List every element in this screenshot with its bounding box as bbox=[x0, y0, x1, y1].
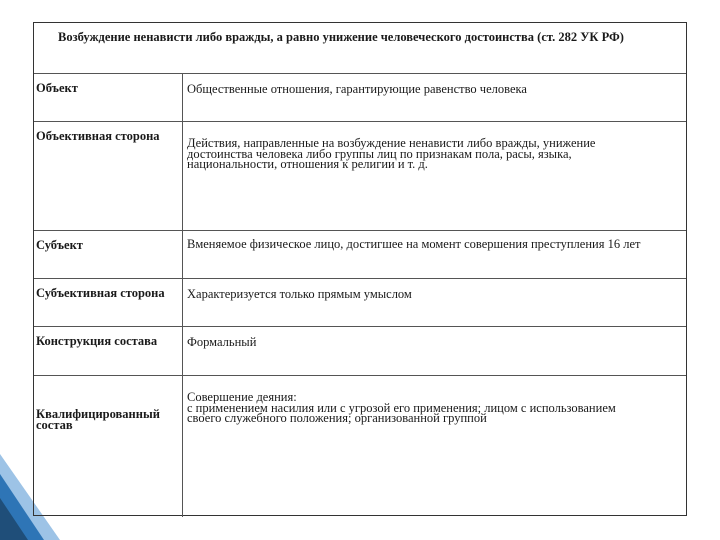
offense-table bbox=[33, 22, 687, 516]
row-value: Формальный bbox=[182, 327, 686, 375]
row-value-line: своего служебного положения; организованной группой bbox=[187, 411, 487, 425]
row-value: Характеризуется только прямым умыслом bbox=[182, 279, 686, 326]
row-value bbox=[182, 376, 686, 517]
row-value-line: национальности, отношения к религии и т. д. bbox=[187, 157, 428, 171]
table-row-subjective-side bbox=[34, 279, 686, 327]
row-value-line: с применением насилия или с угрозой его применения; лицом с использованием bbox=[187, 400, 616, 415]
row-value-line: Совершение деяния: bbox=[187, 390, 297, 404]
table-row-objective-side bbox=[34, 122, 686, 231]
row-label: Объективная сторона bbox=[36, 129, 160, 143]
row-label: Субъект bbox=[36, 238, 83, 252]
table-row-subject bbox=[34, 231, 686, 279]
row-value bbox=[182, 122, 686, 230]
row-value-line: достоинства человека либо группы лиц по признакам пола, расы, языка, bbox=[187, 146, 572, 161]
row-label: Субъективная сторона bbox=[36, 286, 165, 300]
table-title: Возбуждение ненависти либо вражды, а равно унижение человеческого достоинства (ст. 282 УК РФ) bbox=[58, 30, 624, 44]
table-row-object bbox=[34, 74, 686, 122]
table-title-row bbox=[34, 23, 686, 74]
row-label: Конструкция состава bbox=[36, 334, 158, 348]
row-value: Общественные отношения, гарантирующие равенство человека bbox=[182, 74, 686, 121]
row-label: Объект bbox=[36, 81, 78, 95]
row-value-line: Действия, направленные на возбуждение ненависти либо вражды, унижение bbox=[187, 136, 596, 150]
table-row-qualified bbox=[34, 376, 686, 517]
row-label: Квалифицированный состав bbox=[36, 407, 160, 432]
table-row-construction bbox=[34, 327, 686, 376]
row-value: Вменяемое физическое лицо, достигшее на момент совершения преступления 16 лет bbox=[182, 231, 686, 278]
